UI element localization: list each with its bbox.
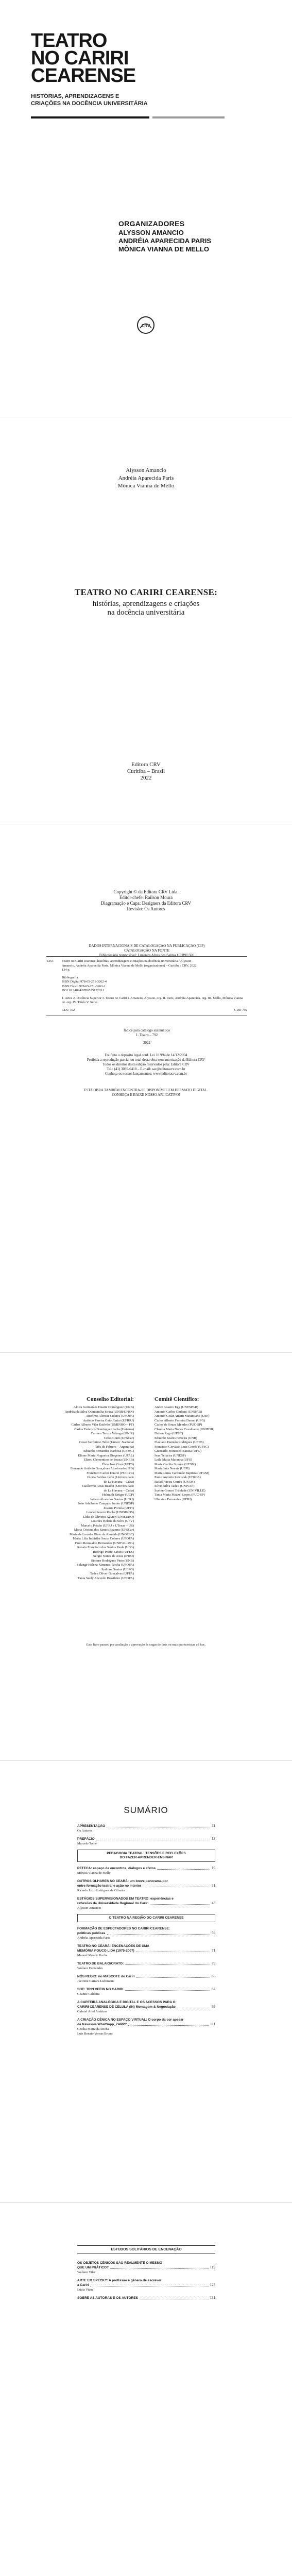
layout-line: Diagramação e Capa: Designers da Editora CRV — [100, 901, 192, 906]
summary-entry — [77, 1837, 215, 1846]
entry-row — [77, 1884, 215, 1888]
council-member: Antonio Carlos Giuliani (UNIPAR) — [154, 1410, 202, 1414]
council-member: Ivan Teixeira (UNESP) — [154, 1453, 186, 1458]
council-member: Élsio José Corá (UFFS) — [102, 1462, 134, 1466]
section-heading: ESTUDOS SOLITÁRIOS DE ENCENAÇÃO — [77, 2245, 215, 2254]
committee-list — [154, 1405, 252, 1502]
entry-row — [77, 1931, 215, 1936]
entry-author: Os Autores — [77, 1829, 93, 1833]
entry-row — [77, 2296, 215, 2300]
council-title: Conselho Editorial: — [87, 1396, 134, 1402]
cdu: CDU 792 — [62, 1008, 75, 1012]
editorial-council-page — [0, 1353, 292, 1761]
entry-title: OS OBJETOS CÊNICOS SÃO REALMENTE O MESMO — [77, 2261, 162, 2265]
summary-title: SUMÁRIO — [124, 1805, 168, 1815]
council-member: Andréia da Silva Quintanilha Sousa (UNIR/UFRN) — [64, 1410, 134, 1414]
entry-author: Wallace Vilar — [77, 2270, 96, 2274]
catalog-line: Amancio, Andréia Aparecida Paris, Mônica Vianna de Mello (organizadores) – Curitiba : CRV, 2022. — [62, 963, 198, 968]
council-member: Rafael Vieira Corrêa (UFAM) — [154, 1480, 195, 1484]
council-member: Gloria Fariñas León (Universidade — [87, 1476, 134, 1479]
entry-author: Mônica Vianna de Mello — [77, 1871, 111, 1875]
summary-entry — [77, 1824, 215, 1833]
council-member: Tadeu Oliver Gonçalves (UFPA) — [90, 1572, 134, 1575]
summary-list-continued — [77, 2261, 215, 2304]
credits — [0, 889, 292, 912]
council-member: Maria Lília Imbiriba Sousa Colares (UFOPA) — [73, 1537, 134, 1540]
council-member: Carlos de Souza Mendes (PUC-SP) — [154, 1423, 202, 1427]
review-line: Revisão: Os Autores — [127, 906, 165, 911]
catalog-header — [77, 944, 216, 958]
council-member: Antonio Cesar Amaru Maximiano (USP) — [154, 1414, 210, 1418]
isbn-physical: ISBN Físico 978-65-251-3263-1 — [62, 984, 106, 988]
cdd: CDD 792 — [234, 1008, 247, 1012]
cover-divider — [31, 116, 149, 118]
rights-line: Proibida a reprodução parcial ou total desta obra sem autorização da Editora CRV — [87, 1058, 205, 1062]
council-member: Solange Helena Ximenes-Rocha (UFOPA) — [76, 1563, 134, 1567]
entry-title: SOBRE AS AUTORAS E OS AUTORES — [77, 2296, 138, 2300]
entry-leader — [110, 2268, 209, 2269]
council-member: Eduardo Soares Ferreira (UNB) — [154, 1436, 197, 1440]
doi: DOI 10.24824/978652513263.1 — [62, 989, 105, 992]
entry-title: PREFÁCIO — [77, 1837, 95, 1841]
entry-title: APRESENTAÇÃO — [77, 1824, 106, 1828]
council-member: Josania Portela (UFPI) — [103, 1506, 134, 1510]
entry-title: ARTE EM SPECKY: A profissão é gênero de escrever — [77, 2279, 162, 2282]
summary-part-heading — [77, 1914, 215, 1922]
entry-author: Gabriel Ariel Andrino — [77, 2010, 107, 2013]
summary-entry — [77, 2296, 215, 2300]
entry-title: entre formação teatral e ação no interior — [77, 1884, 142, 1888]
summary-part-heading — [77, 1850, 215, 1862]
entry-page: 43 — [212, 1901, 215, 1905]
organizer-name: MÔNICA VIANNA DE MELLO — [118, 245, 209, 253]
rights-notice — [31, 1053, 261, 1076]
summary-entry — [77, 2000, 215, 2014]
entry-page: 99 — [212, 2005, 215, 2009]
council-member: Francisco Gervásio Luiz Corrêa (UFSC) — [154, 1445, 209, 1449]
cover-page — [0, 0, 292, 417]
digital-notice-line: ESTA OBRA TAMBÉM ENCONTRA-SE DISPONÍVEL EM FORMATO DIGITAL. — [84, 1088, 208, 1092]
rights-line: Tel.: (41) 3039-6418 – E-mail: sac@editoracrv.com.br — [107, 1067, 185, 1071]
entry-author: Lúcia Viana — [77, 2288, 94, 2292]
council-member: Helmuth Krüger (UCP) — [102, 1493, 134, 1497]
catalog-subjects: 1. Artes 2. Docência Superior 3. Teatro no Cariri I. Amancio, Alysson. org. II. Paris, Andréia Aparecida. org. III. Mello, Mônica Vianna de. org. IV. Título V. Série. — [62, 996, 243, 1004]
entry-title: CARIRI CEARENSE DE CÉLULA (IN) Montagem & Negociação — [77, 2005, 176, 2009]
author-name: Mônica Vianna de Mello — [117, 483, 175, 489]
entry-page: 71 — [212, 1948, 215, 1953]
entry-page: 31 — [212, 1884, 215, 1888]
council-member: Andre Acastro Egg (UNESPAR) — [154, 1405, 198, 1409]
summary-entry — [77, 1896, 215, 1910]
entry-author: Manoel Moacir Rocha — [77, 1954, 108, 1957]
scientific-committee — [154, 1396, 252, 1502]
council-member: Carlos Federico Dominguez Avila (Unieuro) — [74, 1427, 134, 1431]
cover-subtitle — [31, 93, 148, 107]
catalog-header-line: DADOS INTERNACIONAIS DE CATALOGAÇÃO NA PUBLICAÇÃO (CIP) — [89, 944, 205, 948]
catalog-line: 134 p. — [62, 968, 71, 972]
entry-page: 119 — [210, 2265, 215, 2269]
place: Curitiba – Brasil — [127, 768, 165, 774]
entry-title: políticas públicas — [77, 1931, 106, 1935]
copyright-page — [0, 824, 292, 1353]
council-member: João Adalberto Campato Junior (UNESP) — [78, 1502, 134, 1505]
entry-page: 11 — [212, 1824, 215, 1828]
council-member: Giancarlo Francisco Batista (UFG) — [154, 1449, 202, 1453]
council-member: de La Havana – Cuba) — [104, 1488, 134, 1493]
crv-logo-text: CRV — [141, 324, 150, 328]
publisher: Editora CRV — [131, 761, 161, 768]
council-member: Ubiratan Fernandes (UFRJ) — [154, 1497, 192, 1501]
catalog-card — [46, 956, 247, 1015]
digital-notice-line: CONHEÇA E BAIXE NOSSO APLICATIVO! — [112, 1093, 180, 1097]
summary-part-line: PEDAGOGIA TEATRAL: TENSÕES E REFLEXÕES — [107, 1852, 186, 1855]
book-subtitle: histórias, aprendizagens e criações — [92, 600, 200, 608]
entry-row — [77, 1974, 215, 1979]
entry-author: Jucirene Carrara Liebmann — [77, 1979, 114, 1983]
council-member: Francisco Carlos Duarte (PUC-PR) — [87, 1471, 134, 1475]
entry-title: reflexões da Universidade Regional do Cariri — [77, 1902, 149, 1905]
summary-page — [0, 1761, 292, 2203]
entry-title: ESTÁGIOS SUPERVISIONADOS EM TEATRO: experiências e — [77, 1897, 174, 1901]
entry-title: SHE: TRIN VEEIN NO CARIRI — [77, 1988, 124, 1991]
catalog-index-line: 1. Teatro – 792 — [135, 1033, 158, 1037]
council-member: Elizeu Clementino de Souza (UNEB) — [83, 1458, 134, 1462]
author-name: Andréia Aparecida Paris — [118, 475, 174, 481]
council-member: Celso Conti (UFSCar) — [104, 1436, 134, 1440]
council-member: Fernando Antônio Gonçalves Alcoforado (IPB) — [70, 1467, 134, 1470]
council-member: Lourdes Helena da Silva (UFV) — [91, 1519, 134, 1523]
summary-entry — [77, 2018, 215, 2036]
entry-author: Andréia Aparecida Paris — [77, 1936, 110, 1940]
author-name: Alysson Amancio — [126, 467, 166, 473]
entry-row — [77, 1824, 215, 1828]
entry-title: QUE UM PRÁTICO? — [77, 2266, 109, 2269]
entry-title: a Cariri — [77, 2283, 89, 2287]
imprint — [0, 761, 292, 782]
council-member: Três de Febrero – Argentina) — [95, 1445, 134, 1449]
entry-row — [77, 2283, 215, 2287]
peer-review-note: Este livro passou por avaliação e aprovação às cegas de dois ou mais pareceristas ad hoc. — [86, 1643, 206, 1647]
council-member: Tania Maria Mazzei Lopes (PUC-SP) — [154, 1493, 205, 1497]
entry-leader — [125, 1990, 210, 1991]
council-member: Flaviano Damião Rodrigues (UFPB) — [154, 1440, 204, 1444]
entry-page: 13 — [212, 1837, 215, 1841]
catalog-code: T253 — [46, 959, 54, 963]
summary-part-line: DO FAZER-APRENDER-ENSINAR — [119, 1856, 173, 1859]
catalog-index — [46, 1028, 247, 1045]
summary-entry — [77, 1866, 215, 1875]
title-page — [0, 417, 292, 824]
crv-logo-icon — [136, 315, 156, 335]
council-member: Paulo Antonio Zawislak (UFRGS) — [154, 1476, 201, 1479]
council-member: Leonel Severo Rocha (UNISINOS) — [86, 1511, 134, 1514]
council-member: Aldira Guimarães Duarte Domínguez (UNB) — [73, 1405, 134, 1409]
entry-author: Wollace Fernandes — [77, 1967, 103, 1970]
entry-title: TEATRO DE BALAIO/CRATO: — [77, 1962, 124, 1965]
entry-leader — [125, 1964, 210, 1965]
year: 2022 — [140, 775, 152, 781]
entry-row — [77, 1866, 215, 1871]
council-member: Maria de Lourdes Pinto de Almeida (UNOESC) — [70, 1532, 134, 1536]
entry-leader — [150, 1904, 210, 1905]
council-member: Sérgio Nunes de Jesus (IFRO) — [93, 1554, 134, 1558]
summary-entry — [77, 2278, 215, 2292]
entry-leader — [128, 2025, 209, 2026]
entry-page: 87 — [212, 1987, 215, 1991]
council-member: Claudia Maria Nunes Cavalcante (UNIFOR) — [154, 1427, 215, 1431]
committee-title: Comitê Científico: — [154, 1396, 199, 1402]
entry-author: Alysson Amancio — [77, 1906, 101, 1910]
entry-author: Ricardo Luiz Rodrigues de Oliveira — [77, 1889, 126, 1892]
council-member: Sydione Santos (UEPG) — [101, 1567, 134, 1571]
entry-row — [77, 1948, 215, 1953]
summary-entry — [77, 2261, 215, 2275]
organizer-name: ALYSSON AMANCIO — [118, 229, 184, 236]
council-member: Lídia de Oliveira Xavier (UNIEURO) — [83, 1515, 134, 1519]
catalog-year: 2022 — [143, 1041, 150, 1045]
entry-row — [77, 1837, 215, 1841]
entry-row — [77, 2022, 215, 2027]
council-member: Antônio Pereira Gaio Júnior (UFRRJ) — [83, 1418, 134, 1422]
entry-title: A CRIAÇÃO CÊNICA NO ESPAÇO VIRTUAL: O corpo da cor apesar — [77, 2018, 184, 2022]
editorial-council — [36, 1396, 134, 1581]
entry-page: 59 — [212, 1931, 215, 1935]
cover-organizers — [118, 219, 211, 253]
council-member: Maria Cristina dos Santos Bezerra (UFSCar) — [74, 1528, 134, 1532]
cover-title — [31, 30, 136, 87]
council-member: Elione Maria Nogueira Diogenes (UFAL) — [78, 1453, 134, 1458]
entry-title: FORMAÇÃO DE ESPECTADORES NO CARIRI CEARENSE: — [77, 1927, 170, 1930]
council-list — [36, 1405, 134, 1581]
rights-line: Todos os direitos desta edição reservados pela: Editora CRV — [102, 1062, 190, 1066]
editor-line: Editor-chefe: Railson Moura — [119, 895, 173, 900]
entry-title: TEATRO NO CEARÁ: ENCENAÇÕES DE UMA — [77, 1944, 149, 1948]
copyright-line: Copyright © da Editora CRV Ltda. — [113, 889, 179, 894]
council-member: Rodrigo Pratte-Santos (UFES) — [93, 1550, 134, 1554]
council-member: Dalton Rego (UFSC) — [154, 1432, 183, 1435]
council-member: Tania Suely Azevedo Brasileiro (UFOPA) — [77, 1576, 134, 1580]
council-member: Paulo Romualdo Hernandes (UNIFAL-MG) — [75, 1541, 134, 1545]
book-subtitle: na docência universitária — [107, 608, 185, 617]
entry-leader — [107, 1934, 210, 1935]
cover-subtitle-line: HISTÓRIAS, APRENDIZAGENS E — [31, 93, 119, 99]
entry-author: Geanne Caldeira — [77, 1992, 100, 1996]
entry-title: OUTROS OLHARES NO CEARÁ: um breve panorama por — [77, 1879, 168, 1883]
rights-line: Foi feito o depósito legal conf. Lei 10.994 de 14/12/2004 — [105, 1053, 187, 1057]
entry-title: da travessia WhatSapp_ZAPP? — [77, 2023, 127, 2026]
council-member: Cesar Gerónimo Tello (Univer .Nacional — [79, 1440, 134, 1444]
cover-title-line: CEARENSE — [31, 65, 136, 87]
council-member: Anselmo Alencar Colares (UFOPA) — [85, 1414, 134, 1418]
entry-author: Cecília Maria da Rocha — [77, 2027, 109, 2031]
entry-title: A CARTEIRA ANALÓGICA E DIGITAL E OS ACESSOS PARA O — [77, 2001, 176, 2004]
council-member: Maria Inês Novais (UFPI) — [154, 1467, 190, 1470]
cover-subtitle-line: CRIAÇÕES NA DOCÊNCIA UNIVERSITÁRIA — [31, 100, 148, 107]
entry-row — [77, 1987, 215, 1992]
summary-entry — [77, 1944, 215, 1958]
entry-title: PETECA: espaço de encontros, diálogos e afetos — [77, 1867, 156, 1870]
cover-title-line: TEATRO — [31, 30, 107, 52]
entry-leader — [136, 1977, 210, 1978]
council-member: Carmen Tereza Velanga (UNIR) — [91, 1432, 134, 1435]
summary-entry — [77, 1987, 215, 1996]
council-member: Maria Cecília Simões (UFSM) — [154, 1462, 196, 1466]
entry-page: 127 — [210, 2283, 215, 2287]
book-title: TEATRO NO CARIRI CEARENSE: — [74, 587, 218, 597]
council-member: Carlos Alberto Ferreira Danon (UFG) — [154, 1418, 205, 1422]
isbn-digital: ISBN Digital 978-65-251-3262-4 — [62, 980, 107, 984]
entry-page: 131 — [210, 2296, 215, 2300]
catalog-header-line: CATALOGAÇÃO NA FONTE — [124, 948, 169, 953]
organizers-role: ORGANIZADORES — [118, 219, 185, 228]
summary-entry — [77, 1879, 215, 1893]
council-member: Renato Francisco dos Santos Paula (UFG) — [77, 1546, 134, 1549]
entry-author: Luis Renato Vernas Bruno — [77, 2032, 113, 2036]
council-member: Jailson Alves dos Santos (UFRJ) — [90, 1497, 134, 1501]
summary-entry — [77, 1926, 215, 1940]
council-member: Suelen Gomes Trindade (UNIVILLE) — [154, 1488, 205, 1493]
summary-part-line: O TEATRO NA REGIÃO DO CARIRI CEARENSE — [109, 1916, 184, 1920]
summary-continued-page — [0, 2203, 292, 2576]
entry-leader — [157, 1869, 210, 1870]
organizer-name: ANDRÉIA APARECIDA PARIS — [118, 237, 212, 245]
summary-entry — [77, 1974, 215, 1984]
entry-row — [77, 2265, 215, 2270]
entry-title: MEMÓRIA POUCO LIDA (1975-2007) — [77, 1949, 134, 1953]
book-title-block — [0, 587, 292, 617]
entry-row — [77, 1961, 215, 1966]
catalog-line: Teatro no Cariri cearense: histórias, aprendizagens e criações na docência universitária / Alysson — [62, 959, 192, 963]
entry-page: 19 — [212, 1866, 215, 1870]
entry-author: Marcelo Tomé — [77, 1842, 97, 1845]
catalog-index-head: Índice para catálogo sistemático — [124, 1028, 170, 1032]
council-member: Carlos Alberto Vilar Estêvão (UMINHO – PT) — [71, 1423, 134, 1427]
digital-notice — [31, 1088, 261, 1097]
council-member: Marcelo Paixão (UFRJ e UTexas – US) — [81, 1523, 134, 1528]
entry-row — [77, 2005, 215, 2009]
entry-page: 85 — [212, 1974, 215, 1978]
council-member: Guillermo Arias Beatón (Universidade — [82, 1484, 134, 1488]
entry-page: 111 — [210, 2022, 215, 2026]
rights-line: Conheça os nossos lançamentos: www.editoracrv.com.br — [105, 1072, 187, 1076]
council-member: Eduardo Fernandes Barbosa (UFMG) — [83, 1449, 134, 1453]
cover-divider-accent — [152, 116, 225, 118]
entry-row — [77, 1901, 215, 1906]
summary-entry — [77, 1961, 215, 1971]
entry-title: NÓS REGIO: no MASCOTE do Cariri — [77, 1975, 135, 1978]
catalog-bib: Bibliografia — [62, 975, 78, 979]
council-member: Leila Matia Maranha (UFS) — [154, 1458, 192, 1462]
entry-page: 79 — [212, 1961, 215, 1965]
author-names — [0, 467, 292, 490]
council-member: Maria Luiza Cardinale Baptista (UFAM) — [154, 1471, 210, 1475]
catalog-header-line: Bibliotecária responsável: Luzenira Alves dos Santos CRB9/1506 — [99, 953, 195, 957]
council-member: Simone Rodrigues Pinto (UNB) — [91, 1558, 134, 1563]
council-member: Silvio Silva Tadeu (UNIVAP) — [154, 1484, 195, 1488]
summary-list — [77, 1824, 215, 2040]
cover-title-line: NO CARIRI — [31, 47, 129, 69]
council-member: de La Havana – Cuba) — [104, 1480, 134, 1484]
